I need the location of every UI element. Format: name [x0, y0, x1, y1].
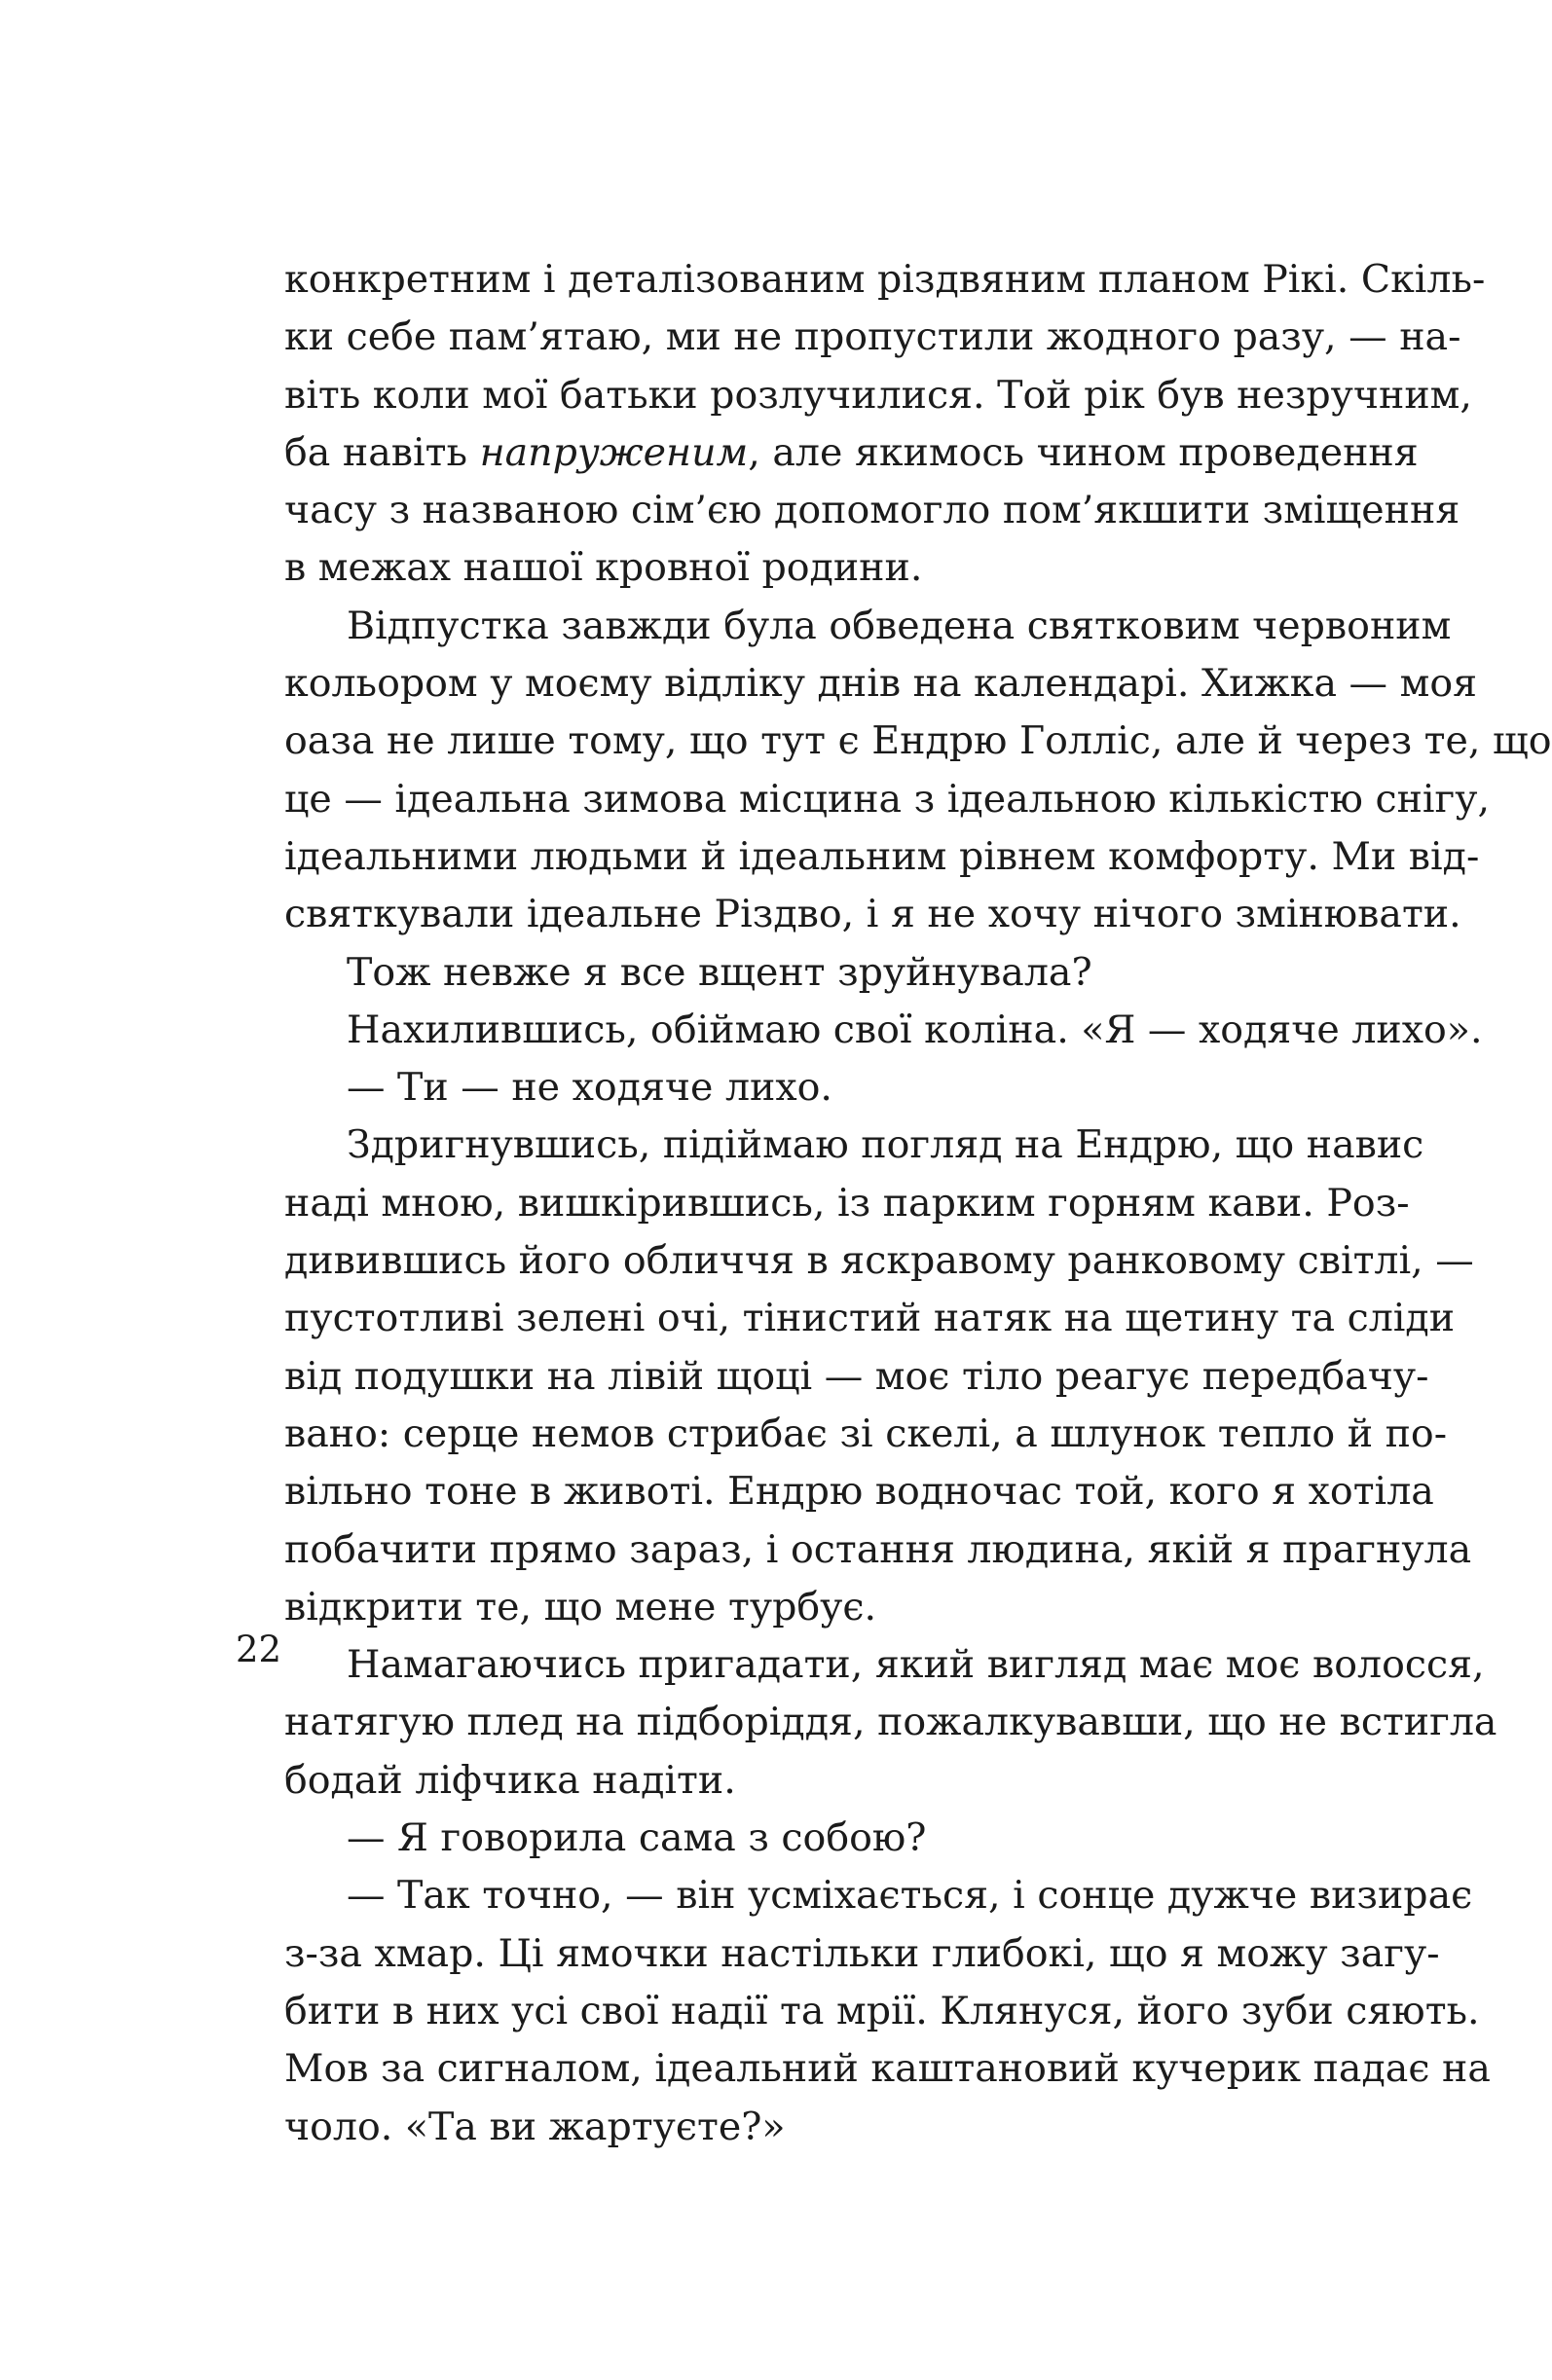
text-line: з-за хмар. Ці ямочки настільки глибокі, що я можу загу- [284, 1930, 1440, 1976]
text-line: ки себе пам’ятаю, ми не пропустили жодного разу, — на- [284, 314, 1461, 360]
body-text [284, 251, 1552, 2156]
text-run: ба навіть [284, 429, 480, 475]
text-run: , але якимось чином проведення [748, 429, 1419, 475]
text-line: дивившись його обличчя в яскравому ранковому світлі, — [284, 1238, 1474, 1284]
text-line: бити в них усі свої надії та мрії. Клянуся, його зуби сяють. [284, 1988, 1480, 2033]
text-line: пустотливі зелені очі, тінистий натяк на щетину та сліди [284, 1296, 1456, 1341]
text-line: віть коли мої батьки розлучилися. Той рік був незручним, [284, 372, 1472, 418]
text-line: це — ідеальна зимова місцина з ідеальною кількістю снігу, [284, 776, 1491, 822]
dialogue-line: — Так точно, — він усміхається, і сонце дужче визирає [347, 1873, 1473, 1919]
text-line: бодай ліфчика надіти. [284, 1757, 736, 1803]
text-line: Відпустка завжди була обведена святковим червоним [347, 603, 1452, 648]
text-line: наді мною, вишкірившись, із парким горням кави. Роз- [284, 1180, 1410, 1226]
text-line: побачити прямо зараз, і остання людина, якій я прагнула [284, 1526, 1472, 1572]
text-line: святкували ідеальне Різдво, і я не хочу нічого змінювати. [284, 892, 1461, 937]
text-line: Мов за сигналом, ідеальний каштановий кучерик падає на [284, 2046, 1491, 2092]
text-line: оаза не лише тому, що тут є Ендрю Голліс, але й через те, що [284, 718, 1552, 764]
text-line: кольором у моєму відліку днів на календарі. Хижка — моя [284, 661, 1478, 707]
text-line: часу з названою сім’єю допомогло пом’якшити зміщення [284, 488, 1460, 533]
italic-word: напруженим [479, 429, 749, 475]
text-line: Нахилившись, обіймаю свої коліна. «Я — ходяче лихо». [347, 1007, 1483, 1052]
text-line [284, 424, 1419, 482]
page-number: 22 [236, 1629, 282, 1670]
dialogue-line: — Я говорила сама з собою? [347, 1815, 927, 1861]
text-line: Намагаючись пригадати, який вигляд має моє волосся, [347, 1642, 1485, 1688]
text-line: Тож невже я все вщент зруйнувала? [347, 949, 1092, 995]
text-line: конкретним і деталізованим різдвяним планом Рікі. Скіль- [284, 257, 1486, 302]
text-line: вільно тоне в животі. Ендрю водночас той, кого я хотіла [284, 1469, 1434, 1515]
text-line: вано: серце немов стрибає зі скелі, а шлунок тепло й по- [284, 1410, 1448, 1456]
text-line: відкрити те, що мене турбує. [284, 1584, 877, 1629]
dialogue-line: — Ти — не ходяче лихо. [347, 1065, 832, 1111]
text-line: ідеальними людьми й ідеальним рівнем комфорту. Ми від- [284, 833, 1480, 879]
text-line: чоло. «Та ви жартуєте?» [284, 2104, 786, 2149]
text-line: Здригнувшись, підіймаю погляд на Ендрю, що навис [347, 1122, 1424, 1168]
text-line: натягую плед на підборіддя, пожалкувавши, що не встигла [284, 1700, 1497, 1745]
text-line: в межах нашої кровної родини. [284, 545, 923, 591]
text-line: від подушки на лівій щоці — моє тіло реагує передбачу- [284, 1353, 1429, 1399]
